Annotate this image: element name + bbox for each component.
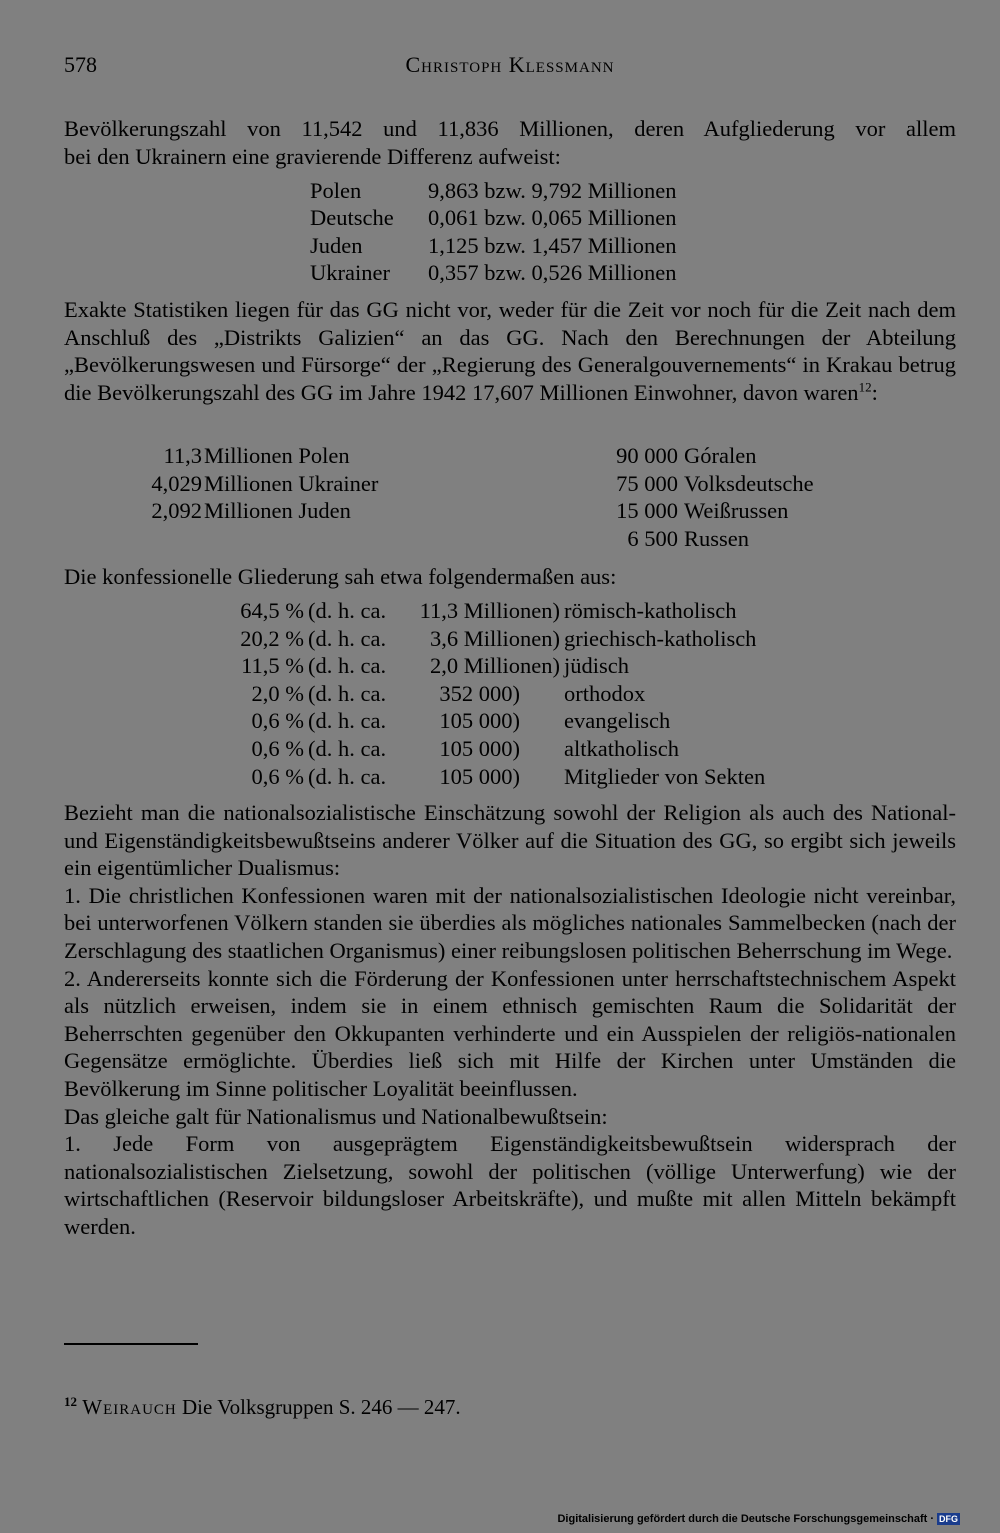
running-title: Christoph Klessmann [405,52,615,77]
population-group: Deutsche [310,205,394,231]
confession-name: orthodox [564,680,646,706]
confession-percent: 0,6 % [251,763,304,789]
table-row [310,177,677,204]
confession-name: griechisch-katholisch [564,625,757,651]
list-item [600,442,820,470]
population-label: Góralen [684,443,757,468]
population-number: 15 000 [616,498,678,524]
population-label: Russen [684,525,750,551]
population-number: 6 500 [627,525,678,551]
population-label: Weißrussen [684,498,789,524]
table-row [220,707,765,735]
confession-intro: Die konfessionelle Gliederung sah etwa folgendermaßen aus: [64,564,617,589]
population-group: Polen [310,178,362,203]
list-item [130,497,378,525]
confession-percent: 20,2 % [240,625,304,651]
point-1-nationalism: 1. Jede Form von ausgeprägtem Eigenständigkeitsbewußtsein widersprach der nationalsozialistischen Zielsetzung, sowohl der politischen (völlige Unterwerfung) wie der wirtschaftlichen (Reservoir bildungsloser Arbeitskräfte), und mußte mit allen Mitteln bekämpft werden. [64,1131,956,1239]
intro-line-1: Bevölkerungszahl von 11,542 und 11,836 Millionen, deren Aufgliederung vor allem [64,116,956,141]
confession-percent: 0,6 % [251,735,304,761]
footnote-divider [64,1343,198,1345]
population-values: 1,125 bzw. 1,457 Millionen [428,232,677,258]
list-item [600,497,820,525]
list-item [600,470,820,498]
confession-approx: (d. h. ca. [308,735,387,761]
point-2-confessions: 2. Andererseits konnte sich die Förderung der Konfessionen unter herrschaftstechnischem Aspekt als nützlich erweisen, indem sie in einem ethnisch gemischten Raum die Solidarität der Beherrschten gegenüber den Okkupanten verhinderte und ein Ausspielen der religiös-nationalen Gegensätze ermöglichte. Überdies ließ sich mit Hilfe der Kirchen unter Umständen die Bevölkerung im Sinne politischer Loyalität beeinflussen. [64,965,956,1101]
population-comparison-table [310,177,677,287]
population-label: Volksdeutsche [684,470,814,496]
table-row [220,625,765,653]
footnote [64,1389,461,1420]
footnote-number: 12 [64,1394,77,1409]
confession-approx: (d. h. ca. [308,653,387,679]
footnote-reference[interactable]: 12 [858,379,872,395]
credit-text: Digitalisierung gefördert durch die Deutsche Forschungsgemeinschaft · [557,1513,934,1525]
table-row [310,204,677,231]
table-row [220,652,765,680]
list-item [600,525,820,553]
list-item [130,470,378,498]
table-row [310,232,677,259]
population-number: 2,092 [151,498,202,524]
confession-name: römisch-katholisch [564,598,737,623]
intro-line-2: bei den Ukrainern eine gravierende Differenz aufweist: [64,143,561,169]
population-number: 11,3 [163,443,202,468]
confession-count: 3,6 Millionen) [430,625,560,651]
population-label: Millionen Ukrainer [204,470,379,496]
confession-count: 11,3 Millionen) [419,598,560,623]
population-values: 9,863 bzw. 9,792 Millionen [428,178,677,203]
population-values: 0,061 bzw. 0,065 Millionen [428,205,677,231]
confession-name: evangelisch [564,708,671,734]
main-text-block [64,799,956,1241]
table-row [220,680,765,708]
population-number: 90 000 [616,443,678,468]
table-row [220,735,765,763]
table-row [310,259,677,286]
population-label: Millionen Polen [204,443,350,468]
population-list-right [600,442,820,552]
confession-approx: (d. h. ca. [308,763,387,789]
confession-approx: (d. h. ca. [308,625,387,651]
confession-approx: (d. h. ca. [308,680,387,706]
confession-approx: (d. h. ca. [308,708,387,734]
nationalism-intro: Das gleiche galt für Nationalismus und Nationalbewußtsein: [64,1103,608,1129]
confession-table [220,597,765,790]
list-item [130,442,378,470]
intro-paragraph [64,115,956,170]
confession-name: Mitglieder von Sekten [564,763,766,789]
table-row [220,597,765,625]
table-row [220,763,765,791]
page-header [64,52,956,82]
dualism-paragraph: Bezieht man die nationalsozialistische Einschätzung sowohl der Religion als auch des National- und Eigenständigkeitsbewußtseins anderer Völker auf die Situation des GG, so ergibt sich jeweils ein eigentümlicher Dualismus: [64,800,956,881]
confession-count: 105 000) [439,735,520,761]
statistics-paragraph [64,296,956,406]
dfg-logo: DFG [939,1514,958,1524]
confession-percent: 2,0 % [251,680,304,706]
confession-percent: 64,5 % [240,598,304,623]
population-values: 0,357 bzw. 0,526 Millionen [428,260,677,286]
confession-count: 105 000) [439,763,520,789]
point-1-confessions: 1. Die christlichen Konfessionen waren mit der nationalsozialistischen Ideologie nicht vereinbar, bei unterworfenen Völkern standen sie überdies als mögliches nationales Sammelbecken (nach der Zerschlagung des staatlichen Organismus) einer reibungslosen politischen Beherrschung im Wege. [64,882,956,963]
footnote-text: Die Volksgruppen S. 246 — 247. [182,1395,461,1419]
confession-percent: 0,6 % [251,708,304,734]
statistics-paragraph-text: Exakte Statistiken liegen für das GG nicht vor, weder für die Zeit vor noch für die Zeit nach dem Anschluß des „Distrikts Galizien“ an das GG. Nach den Berechnungen der Abteilung „Bevölkerungswesen und Fürsorge“ der „Regierung des Generalgouvernements“ in Krakau betrug die Bevölkerungszahl des GG im Jahre 1942 17,607 Millionen Einwohner, davon waren [64,297,956,405]
confession-percent: 11,5 % [241,653,304,679]
footnote-author: Weirauch [82,1395,177,1419]
page-number: 578 [64,52,97,77]
confession-count: 105 000) [439,708,520,734]
population-label: Millionen Juden [204,498,351,524]
confession-approx: (d. h. ca. [308,598,387,623]
digitization-credit [557,1513,960,1525]
confession-count: 2,0 Millionen) [430,653,560,679]
confession-count: 352 000) [439,680,520,706]
population-number: 4,029 [151,470,202,496]
population-group: Ukrainer [310,260,390,286]
confession-name: altkatholisch [564,735,679,761]
population-list-left [130,442,378,525]
population-group: Juden [310,232,363,258]
confession-name: jüdisch [564,653,629,679]
population-number: 75 000 [616,470,678,496]
statistics-paragraph-suffix: : [871,379,878,405]
